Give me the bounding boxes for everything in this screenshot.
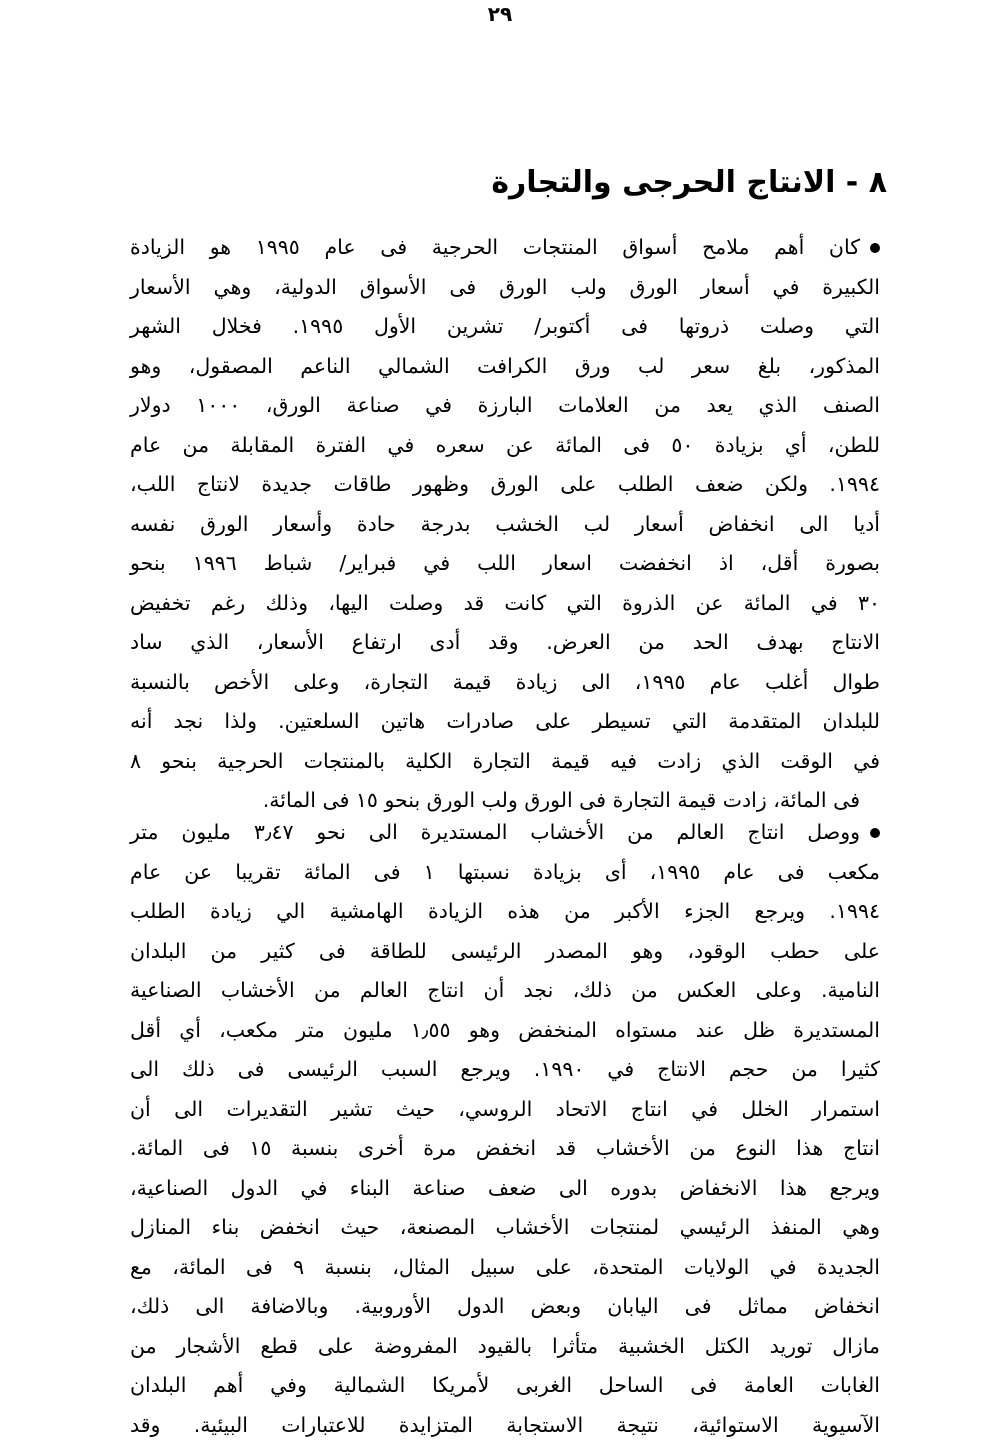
paragraph-paper-trade (130, 228, 880, 821)
paragraph-line: المستديرة ظل عند مستواه المنخفض وهو ١٫٥٥ مليون متر مكعب، أي أقل (130, 1011, 880, 1051)
paragraph-line: كثيرا من حجم الانتاج في ١٩٩٠. ويرجع السبب الرئيسى فى ذلك الى (130, 1050, 880, 1090)
paragraph-roundwood-production (130, 813, 880, 1445)
page-number: ٢٩ (0, 2, 1000, 26)
paragraph-line: في الوقت الذي زادت فيه قيمة التجارة الكلية بالمنتجات الحرجية بنحو ٨ (130, 742, 880, 782)
paragraph-line: فى المائة، زادت قيمة التجارة فى الورق ولب الورق بنحو ١٥ فى المائة. (130, 781, 880, 821)
chapter-title: ٨ - الانتاج الحرجى والتجارة (87, 160, 887, 206)
paragraph-line: مكعب فى عام ١٩٩٥، أى بزيادة نسبتها ١ فى المائة تقريبا عن عام (130, 853, 880, 893)
paragraph-line: أديا الى انخفاض أسعار لب الخشب بدرجة حادة وأسعار الورق نفسه (130, 505, 880, 545)
paragraph-line: للطن، أي بزيادة ٥٠ فى المائة عن سعره في الفترة المقابلة من عام (130, 426, 880, 466)
paragraph-line: طوال أغلب عام ١٩٩٥، الى زيادة قيمة التجارة، وعلى الأخص بالنسبة (130, 663, 880, 703)
paragraph-line: انتاج هذا النوع من الأخشاب قد انخفض مرة أخرى بنسبة ١٥ فى المائة. (130, 1129, 880, 1169)
paragraph-line: ١٩٩٤. ويرجع الجزء الأكبر من هذه الزيادة الهامشية الي زيادة الطلب (130, 892, 880, 932)
paragraph-line: الصنف الذي يعد من العلامات البارزة في صناعة الورق، ١٠٠٠ دولار (130, 386, 880, 426)
paragraph-line: الكبيرة في أسعار الورق ولب الورق فى الأسواق الدولية، وهي الأسعار (130, 268, 880, 308)
paragraph-line: كان أهم ملامح أسواق المنتجات الحرجية فى عام ١٩٩٥ هو الزيادة (130, 228, 880, 268)
bullet-icon (870, 243, 880, 253)
paragraph-line: ١٩٩٤. ولكن ضعف الطلب على الورق وظهور طاقات جديدة لانتاج اللب، (130, 465, 880, 505)
paragraph-line: ووصل انتاج العالم من الأخشاب المستديرة الى نحو ٣٫٤٧ مليون متر (130, 813, 880, 853)
paragraph-line: المذكور، بلغ سعر لب ورق الكرافت الشمالي الناعم المصقول، وهو (130, 347, 880, 387)
paragraph-line: الانتاج بهدف الحد من العرض. وقد أدى ارتفاع الأسعار، الذي ساد (130, 623, 880, 663)
paragraph-line: انخفاض مماثل فى اليابان وبعض الدول الأوروبية. وبالاضافة الى ذلك، (130, 1287, 880, 1327)
paragraph-line: بصورة أقل، اذ انخفضت اسعار اللب في فبراير/ شباط ١٩٩٦ بنحو (130, 544, 880, 584)
paragraph-line: الآسيوية الاستوائية، نتيجة الاستجابة المتزايدة للاعتبارات البيئية. وقد (130, 1406, 880, 1445)
paragraph-line: على حطب الوقود، وهو المصدر الرئيسى للطاقة فى كثير من البلدان (130, 932, 880, 972)
paragraph-line: الغابات العامة فى الساحل الغربى لأمريكا الشمالية وفي أهم البلدان (130, 1366, 880, 1406)
paragraph-line: للبلدان المتقدمة التي تسيطر على صادرات هاتين السلعتين. ولذا نجد أنه (130, 702, 880, 742)
paragraph-line: الجديدة في الولايات المتحدة، على سبيل المثال، بنسبة ٩ فى المائة، مع (130, 1248, 880, 1288)
paragraph-line: النامية. وعلى العكس من ذلك، نجد أن انتاج العالم من الأخشاب الصناعية (130, 971, 880, 1011)
paragraph-line: التي وصلت ذروتها فى أكتوبر/ تشرين الأول ١٩٩٥. فخلال الشهر (130, 307, 880, 347)
paragraph-line: وهي المنفذ الرئيسي لمنتجات الأخشاب المصنعة، حيث انخفض بناء المنازل (130, 1208, 880, 1248)
paragraph-line: ٣٠ في المائة عن الذروة التي كانت قد وصلت اليها، وذلك رغم تخفيض (130, 584, 880, 624)
paragraph-line: استمرار الخلل في انتاج الاتحاد الروسي، حيث تشير التقديرات الى أن (130, 1090, 880, 1130)
paragraph-line: مازال توريد الكتل الخشبية متأثرا بالقيود المفروضة على قطع الأشجار من (130, 1327, 880, 1367)
bullet-icon (870, 828, 880, 838)
paragraph-line: ويرجع هذا الانخفاض بدوره الى ضعف صناعة البناء في الدول الصناعية، (130, 1169, 880, 1209)
